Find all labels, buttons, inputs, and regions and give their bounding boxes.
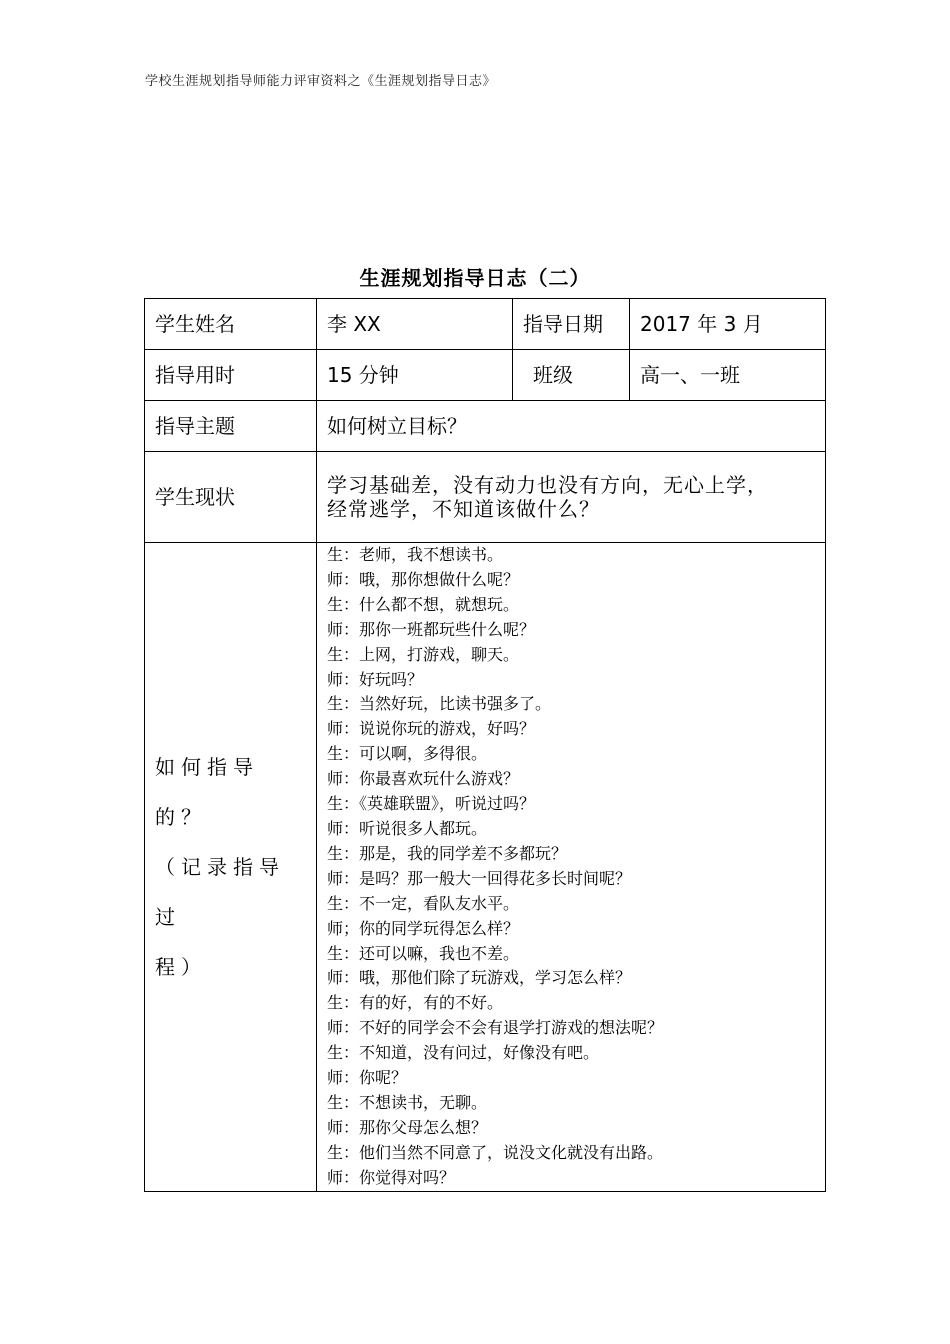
student-name-label: 学生姓名 (145, 299, 317, 350)
row-status (145, 452, 826, 543)
process-label-line-2: （记录指导过 (155, 854, 285, 929)
duration-label: 指导用时 (145, 350, 317, 401)
student-name-value: 李 XX (317, 299, 513, 350)
dialog-line: 师：你最喜欢玩什么游戏？ (327, 769, 520, 789)
dialog-line: 师：好玩吗？ (327, 669, 424, 689)
row-student-name (145, 299, 826, 350)
dialog-line: 生：不知道，没有问过，好像没有吧。 (327, 1043, 600, 1063)
dialog-line: 生：不一定，看队友水平。 (327, 893, 520, 913)
dialog-line: 生：他们当然不同意了，说没文化就没有出路。 (327, 1142, 664, 1162)
dialog-line: 生：可以啊，多得很。 (327, 744, 488, 764)
dialog-line: 生：上网，打游戏，聊天。 (327, 644, 520, 664)
dialog-line: 师：不好的同学会不会有退学打游戏的想法呢？ (327, 1018, 664, 1038)
date-label: 指导日期 (513, 299, 630, 350)
dialog-line: 生：当然好玩，比读书强多了。 (327, 694, 552, 714)
process-label-line-1: 如何指导的？ (155, 754, 259, 829)
process-label-line-3: 程） (155, 954, 207, 979)
dialog-line: 生：那是，我的同学差不多都玩？ (327, 843, 568, 863)
dialog-line: 生：什么都不想，就想玩。 (327, 594, 520, 614)
class-label: 班级 (513, 350, 630, 401)
dialog-line: 师；你的同学玩得怎么样？ (327, 918, 520, 938)
dialog-line: 生：老师，我不想读书。 (327, 545, 504, 564)
row-duration (145, 350, 826, 401)
page-title: 生涯规划指导日志（二） (359, 266, 591, 290)
status-value-line-2: 经常逃学，不知道该做什么？ (327, 497, 600, 521)
dialog-line: 师：那你一班都玩些什么呢？ (327, 619, 536, 639)
process-label (145, 543, 317, 1192)
topic-value: 如何树立目标？ (317, 401, 826, 452)
dialog-line: 师：哦，那他们除了玩游戏，学习怎么样？ (327, 968, 632, 988)
dialog-line: 师：你呢？ (327, 1068, 408, 1088)
status-label: 学生现状 (145, 452, 317, 543)
topic-label: 指导主题 (145, 401, 317, 452)
dialog-line: 生：有的好，有的不好。 (327, 993, 504, 1013)
dialog-line: 师：是吗？那一般大一回得花多长时间呢？ (327, 868, 632, 888)
dialog-line: 师：听说很多人都玩。 (327, 818, 488, 838)
guidance-log-table (144, 298, 826, 1192)
header-note: 学校生涯规划指导师能力评审资料之《生涯规划指导日志》 (145, 74, 497, 89)
dialog-lines (327, 543, 815, 1191)
row-process (145, 543, 826, 1192)
date-value: 2017 年 3 月 (630, 299, 826, 350)
dialog-line: 生：还可以嘛，我也不差。 (327, 943, 520, 963)
row-topic (145, 401, 826, 452)
dialog-line: 师：说说你玩的游戏，好吗？ (327, 719, 536, 739)
duration-value: 15 分钟 (317, 350, 513, 401)
dialog-line: 师：那你父母怎么想？ (327, 1117, 488, 1137)
dialog-line: 生：不想读书，无聊。 (327, 1092, 488, 1112)
dialog-line: 师：哦，那你想做什么呢？ (327, 569, 520, 589)
status-value (317, 452, 826, 543)
dialog-record (317, 543, 826, 1192)
dialog-line: 生：《英雄联盟》，听说过吗？ (327, 794, 536, 814)
status-value-line-1: 学习基础差，没有动力也没有方向，无心上学， (327, 473, 768, 497)
class-value: 高一、一班 (630, 350, 826, 401)
dialog-line: 师：你觉得对吗？ (327, 1167, 456, 1187)
